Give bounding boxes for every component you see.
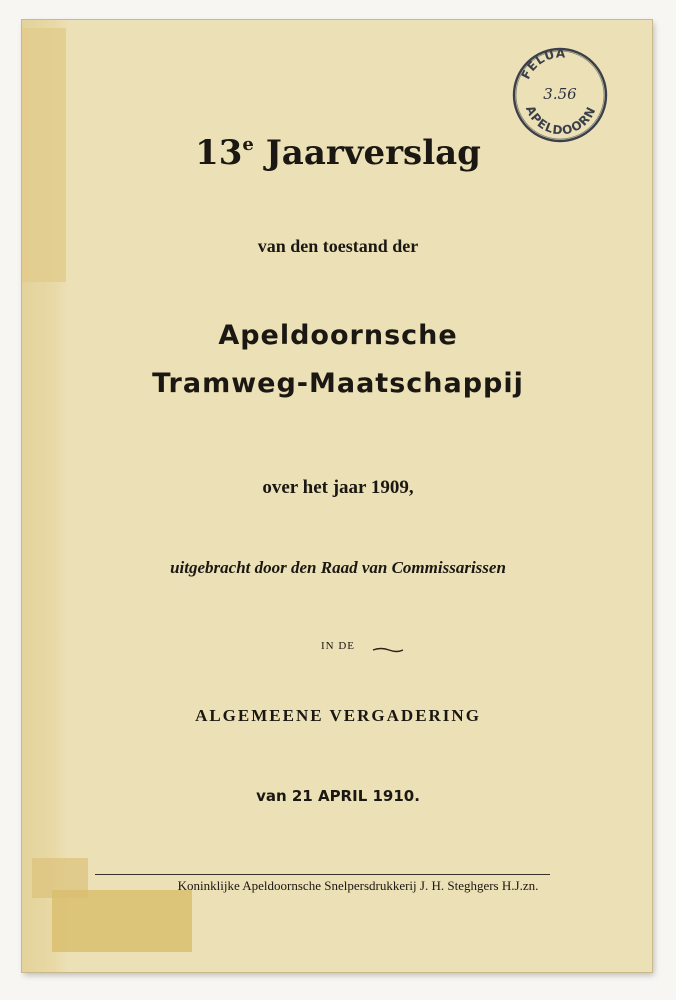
stamp-top-text: FELUA [518, 46, 567, 82]
company-line-1: Apeldoornsche [218, 320, 458, 351]
date-line: van 21 APRIL 1910. [256, 787, 420, 805]
subtitle: van den toestand der [257, 236, 419, 256]
meeting-line: ALGEMEENE VERGADERING [195, 706, 481, 725]
presented-by-line: uitgebracht door den Raad van Commissarissen [170, 558, 506, 577]
company-line-2: Tramweg-Maatschappij [152, 368, 524, 399]
stamp-bottom-text: APELDOORN [523, 103, 599, 138]
company-name [0, 312, 676, 408]
in-de-line: IN DE [320, 640, 356, 652]
title-superscript: e [242, 134, 254, 155]
flourish-ornament [371, 645, 405, 655]
title-number: 13 [195, 133, 243, 173]
stamp-number: 3.56 [543, 85, 577, 103]
printer-rule [95, 874, 550, 875]
library-stamp [511, 46, 609, 144]
title-word: Jaarverslag [253, 133, 481, 173]
tape-strip-bottom [52, 890, 192, 952]
printer-line: Koninklijke Apeldoornsche Snelpersdrukkerij J. H. Steghgers H.J.zn. [177, 878, 539, 893]
year-line: over het jaar 1909, [262, 477, 414, 498]
